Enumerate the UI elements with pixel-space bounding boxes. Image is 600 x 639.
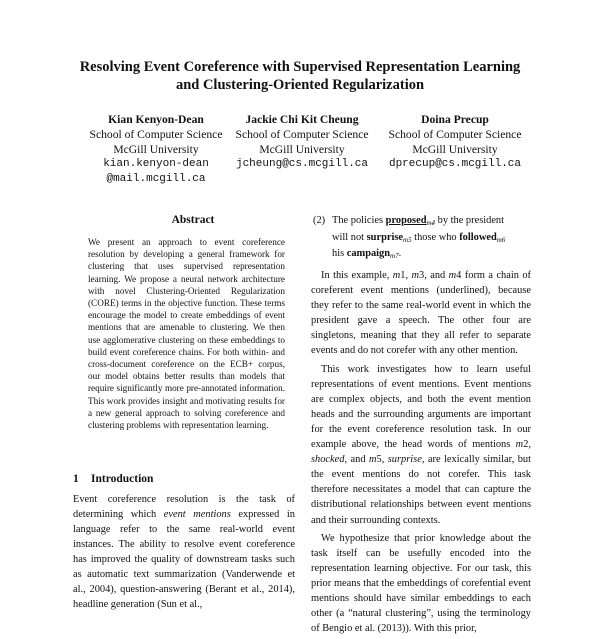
event-mention bbox=[367, 232, 412, 243]
author-name: Kian Kenyon-Dean bbox=[108, 113, 204, 126]
title-line-1: Resolving Event Coreference with Supervised Representation Learning bbox=[79, 59, 521, 75]
author-university: McGill University bbox=[412, 143, 498, 156]
title-line-2: and Clustering-Oriented Regularization bbox=[175, 77, 425, 93]
math-var: m bbox=[411, 270, 419, 281]
example-line-2 bbox=[313, 231, 531, 248]
math-num: 2 bbox=[523, 439, 529, 451]
mention-word: followed bbox=[459, 231, 497, 243]
mention-subscript: m6 bbox=[496, 235, 506, 244]
example-line-3 bbox=[313, 247, 531, 264]
author-university: McGill University bbox=[113, 143, 199, 156]
example-text: his bbox=[332, 248, 347, 260]
author-affiliation: School of Computer Science bbox=[89, 128, 223, 141]
math-num: 3 bbox=[419, 270, 425, 281]
example-text: by the president bbox=[435, 215, 505, 226]
mention-word: campaign bbox=[346, 248, 391, 260]
paragraph bbox=[311, 362, 531, 528]
abstract-heading: Abstract bbox=[171, 214, 215, 226]
event-mention-underlined bbox=[386, 215, 435, 226]
italic-word: surprise bbox=[387, 454, 422, 466]
italic-word: shocked bbox=[311, 454, 345, 466]
abstract-body: We present an approach to event coreference resolution by developing a general framework for clustering that uses supervised representation learning. We propose a neural network architecture with novel Clustering-Oriented Regularization (CORE) terms in the objective function. These terms encourage the model to create embeddings of event mentions that are amenable to clustering. We then use agglomerative clustering on these embeddings to build event coreference chains. For both within- and cross-document coreference on the ECB+ corpus, our model obtains better results than models that require significantly more pre-annotated information. This work provides insight and motivating results for a new general approach to solving coreference and clustering problems with representation learning. bbox=[88, 237, 285, 431]
author-affiliation: School of Computer Science bbox=[235, 128, 369, 141]
author-block-1 bbox=[76, 112, 236, 187]
para-text: , bbox=[381, 454, 388, 466]
paragraph bbox=[311, 268, 531, 359]
author-name: Jackie Chi Kit Cheung bbox=[245, 113, 359, 126]
author-affiliation: School of Computer Science bbox=[388, 128, 522, 141]
event-mention bbox=[347, 248, 399, 259]
math-num: 1 bbox=[400, 270, 406, 281]
author-block-3 bbox=[380, 112, 530, 172]
example-line-1 bbox=[313, 214, 531, 231]
math-var: m bbox=[368, 454, 377, 466]
example-text: . bbox=[398, 248, 402, 260]
example-sentence bbox=[313, 214, 531, 264]
author-email: kian.kenyon-dean bbox=[103, 158, 209, 170]
para-text: This work investigates how to learn useful representations of event mentions. Event mentions are complex objects, and both the event mention heads and the surrounding arguments are important for the event coreference resolution task. In our example above, the head words of mentions bbox=[311, 363, 531, 451]
para-text: form a chain of coreferent event mentions (underlined), because they refer to the same real-world event in which the president gave a speech. The other four are singletons, meaning that they all refer to separate events and do not corefer with any other mention. bbox=[311, 270, 532, 357]
para-text: , and bbox=[424, 270, 449, 281]
paragraph bbox=[311, 531, 531, 637]
section-title: Introduction bbox=[91, 473, 154, 485]
para-text: In this example, bbox=[321, 270, 393, 281]
para-text: We hypothesize that prior knowledge about the task itself can be usefully encoded into the representation learning objective. For our task, this prior means that the embeddings of corefential event mentions should have similar embeddings to each other (a “natural clustering”, using the terminology of Bengio et al. (2013)). With this prior, bbox=[311, 532, 531, 635]
math-num: 4 bbox=[456, 270, 462, 281]
author-university: McGill University bbox=[259, 143, 345, 156]
para-text: , bbox=[405, 270, 412, 281]
right-column-body bbox=[311, 268, 531, 639]
example-text: those who bbox=[411, 231, 460, 243]
example-text: The policies bbox=[332, 215, 386, 226]
paper-title bbox=[40, 58, 560, 94]
para-text: , are lexically similar, but the event mentions do not corefer. This task therefore necessitates a model that can capture the distributional relationships between event mentions and their surrounding contexts. bbox=[311, 454, 532, 526]
mention-word: proposed bbox=[385, 215, 427, 226]
mention-word: surprise bbox=[366, 231, 404, 243]
section-heading-introduction bbox=[73, 473, 153, 485]
para-text: , bbox=[528, 439, 531, 451]
author-name: Doina Precup bbox=[421, 113, 489, 126]
mention-subscript: m7 bbox=[390, 252, 399, 261]
math-var: m bbox=[515, 439, 524, 451]
author-block-2 bbox=[229, 112, 375, 172]
intro-text-cont: expressed in language refer to the same real-world event instances. The ability to resolve event coreference has improved the quality of downstream tasks such as automatic text summarization (Vanderwende et al., 2004), question-answering (Berant et al., 2014), headline generation (Sun et al., bbox=[73, 509, 295, 610]
para-text: , and bbox=[344, 454, 369, 466]
author-email: dprecup@cs.mcgill.ca bbox=[388, 158, 522, 170]
mention-subscript: m4 bbox=[426, 219, 436, 227]
intro-text: Event coreference resolution is the task of determining which bbox=[73, 494, 295, 520]
math-num: 5 bbox=[376, 454, 382, 466]
mention-subscript: m5 bbox=[403, 235, 412, 244]
section-number: 1 bbox=[73, 473, 79, 485]
intro-emphasis: event mentions bbox=[163, 509, 231, 520]
author-email-cont: @mail.mcgill.ca bbox=[106, 173, 206, 185]
example-text: will not bbox=[332, 231, 367, 243]
author-email: jcheung@cs.mcgill.ca bbox=[235, 158, 369, 170]
math-var: m bbox=[392, 270, 401, 281]
event-mention bbox=[459, 232, 505, 243]
example-number: (2) bbox=[313, 215, 326, 226]
math-var: m bbox=[448, 270, 457, 281]
intro-paragraph bbox=[73, 492, 295, 612]
